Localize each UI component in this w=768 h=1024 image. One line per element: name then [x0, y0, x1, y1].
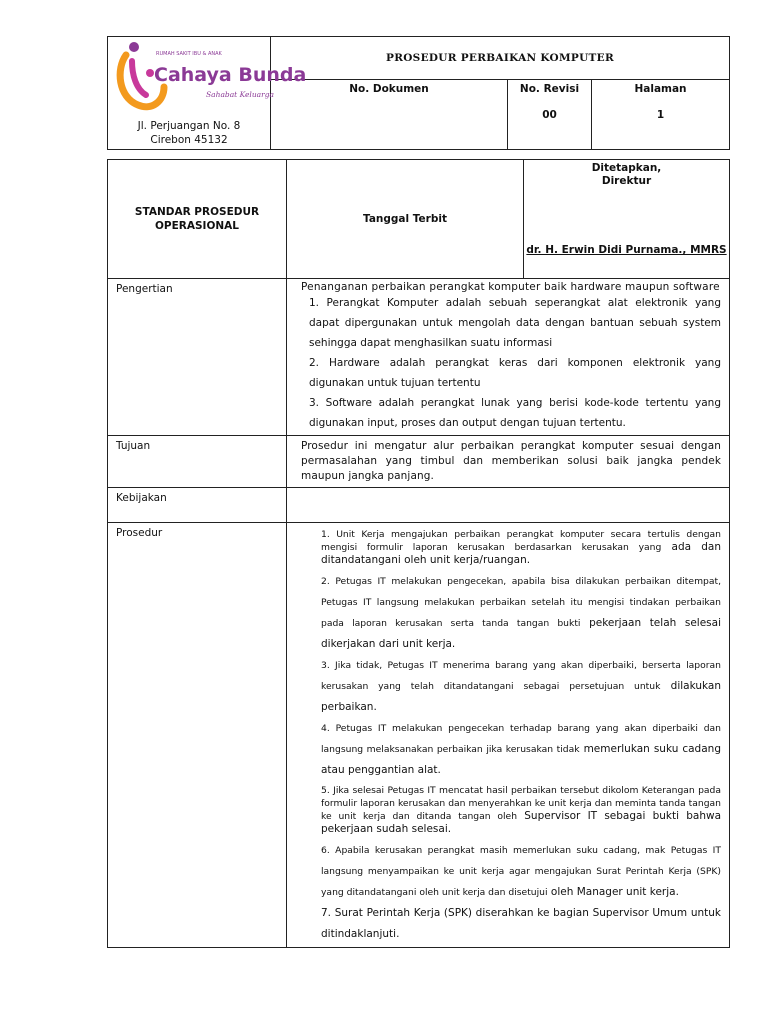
revision-cell: [508, 80, 592, 150]
prosedur-steps: [301, 528, 721, 945]
prosedur-step: [321, 903, 721, 945]
prosedur-step: [321, 718, 721, 781]
issue-date-label: Tanggal Terbit: [287, 160, 524, 279]
prosedur-step: [321, 571, 721, 655]
step-text-continued: memerlukan suku cadang atau penggantian alat.: [321, 743, 721, 776]
sop-label-cell: [108, 160, 287, 279]
step-text-continued: 7. Surat Perintah Kerja (SPK) diserahkan ke bagian Supervisor Umum untuk ditindaklanjuti.: [321, 907, 721, 940]
prosedur-label: Prosedur: [108, 523, 287, 948]
step-text-continued: Supervisor IT sebagai bukti bahwa pekerjaan sudah selesai.: [321, 810, 722, 835]
doc-number-cell: [271, 80, 508, 150]
step-text-continued: pekerjaan telah selesai dikerjakan dari unit kerja.: [321, 617, 721, 650]
pengertian-item: 2. Hardware adalah perangkat keras dari komponen elektronik yang digunakan untuk tujuan tertentu: [309, 357, 721, 389]
direktur-label: Direktur: [601, 175, 652, 187]
logo-tagline: Sahabat Keluarga: [206, 90, 274, 99]
prosedur-step: [321, 528, 721, 567]
approval-cell: [524, 160, 730, 279]
step-text: 4. Petugas IT melakukan pengecekan terhadap barang yang akan diperbaiki dan langsung melaksanakan perbaikan jika kerusakan tidak: [321, 723, 721, 755]
step-text-continued: oleh Manager unit kerja.: [547, 886, 679, 898]
prosedur-content: [287, 523, 730, 948]
logo-brand: Cahaya Bunda: [154, 64, 307, 86]
step-text-continued: ada dan ditandatangani oleh unit kerja/ruangan.: [321, 541, 721, 566]
kebijakan-text: [287, 488, 730, 523]
prosedur-step: [321, 655, 721, 718]
logo-small-text: RUMAH SAKIT IBU & ANAK: [156, 51, 222, 57]
director-name: dr. H. Erwin Didi Purnama., MMRS: [526, 244, 727, 256]
step-text: 6. Apabila kerusakan perangkat masih memerlukan suku cadang, mak Petugas IT langsung menyampaikan ke unit kerja agar mengajukan Surat Perintah Kerja (SPK) yang ditandatangani oleh unit kerja dan disetujui: [321, 845, 721, 898]
revision-value: 00: [542, 109, 557, 121]
prosedur-step: [321, 784, 721, 836]
hospital-logo: [112, 39, 307, 117]
kebijakan-label: Kebijakan: [108, 488, 287, 523]
tujuan-text: Prosedur ini mengatur alur perbaikan perangkat komputer sesuai dengan permasalahan yang timbul dan memberikan solusi baik jangka pendek maupun jangka panjang.: [287, 436, 730, 488]
step-text-continued: dilakukan perbaikan.: [321, 680, 722, 713]
tujuan-label: Tujuan: [108, 436, 287, 488]
pengertian-intro: Penanganan perbaikan perangkat komputer baik hardware maupun software: [301, 281, 720, 293]
pengertian-label: Pengertian: [108, 279, 287, 436]
sop-table: [107, 159, 730, 948]
hospital-logo-icon: [112, 39, 307, 117]
step-text: 1. Unit Kerja mengajukan perbaikan perangkat komputer secara tertulis dengan mengisi formulir laporan kerusakan berdasarkan kerusakan yang: [321, 529, 721, 553]
logo-cell: [108, 37, 307, 150]
address-line-2: Cirebon 45132: [150, 134, 228, 146]
prosedur-step: [321, 840, 721, 903]
document-title: PROSEDUR PERBAIKAN KOMPUTER: [271, 37, 730, 80]
doc-number-label: No. Dokumen: [349, 83, 429, 95]
sop-label-line-1: STANDAR PROSEDUR: [134, 206, 260, 218]
address-line-1: Jl. Perjuangan No. 8: [137, 120, 241, 132]
pengertian-content: [287, 279, 730, 436]
pengertian-item: 3. Software adalah perangkat lunak yang berisi kode-kode tertentu yang digunakan input, proses dan output dengan tujuan tertentu.: [309, 397, 721, 429]
pengertian-item: 1. Perangkat Komputer adalah sebuah seperangkat alat elektronik yang dapat dipergunakan untuk mengolah data dengan bantuan sebuah system sehingga dapat menghasilkan suatu informasi: [309, 297, 721, 349]
page-value: 1: [656, 109, 665, 121]
sop-label-line-2: OPERASIONAL: [154, 220, 239, 232]
step-text: 2. Petugas IT melakukan pengecekan, apabila bisa dilakukan perbaikan ditempat, Petugas IT langsung melakukan perbaikan setelah itu mengisi tindakan perbaikan pada laporan kerusakan serta tanda tangan bukti: [321, 576, 721, 629]
page-label: Halaman: [634, 83, 687, 95]
revision-label: No. Revisi: [519, 83, 580, 95]
page-cell: [592, 80, 730, 150]
document-header: [107, 36, 730, 150]
step-text: 5. Jika selesai Petugas IT mencatat hasil perbaikan tersebut dikolom Keterangan pada formulir laporan kerusakan dan menyerahkan ke unit kerja dan meminta tanda tangan ke unit kerja dan ditanda tangan oleh: [321, 785, 721, 822]
hospital-address: [108, 119, 270, 147]
ditetapkan-label: Ditetapkan,: [591, 162, 662, 174]
step-text: 3. Jika tidak, Petugas IT menerima barang yang akan diperbaiki, berserta laporan kerusakan yang telah ditandatangani sebagai persetujuan untuk: [321, 660, 721, 692]
